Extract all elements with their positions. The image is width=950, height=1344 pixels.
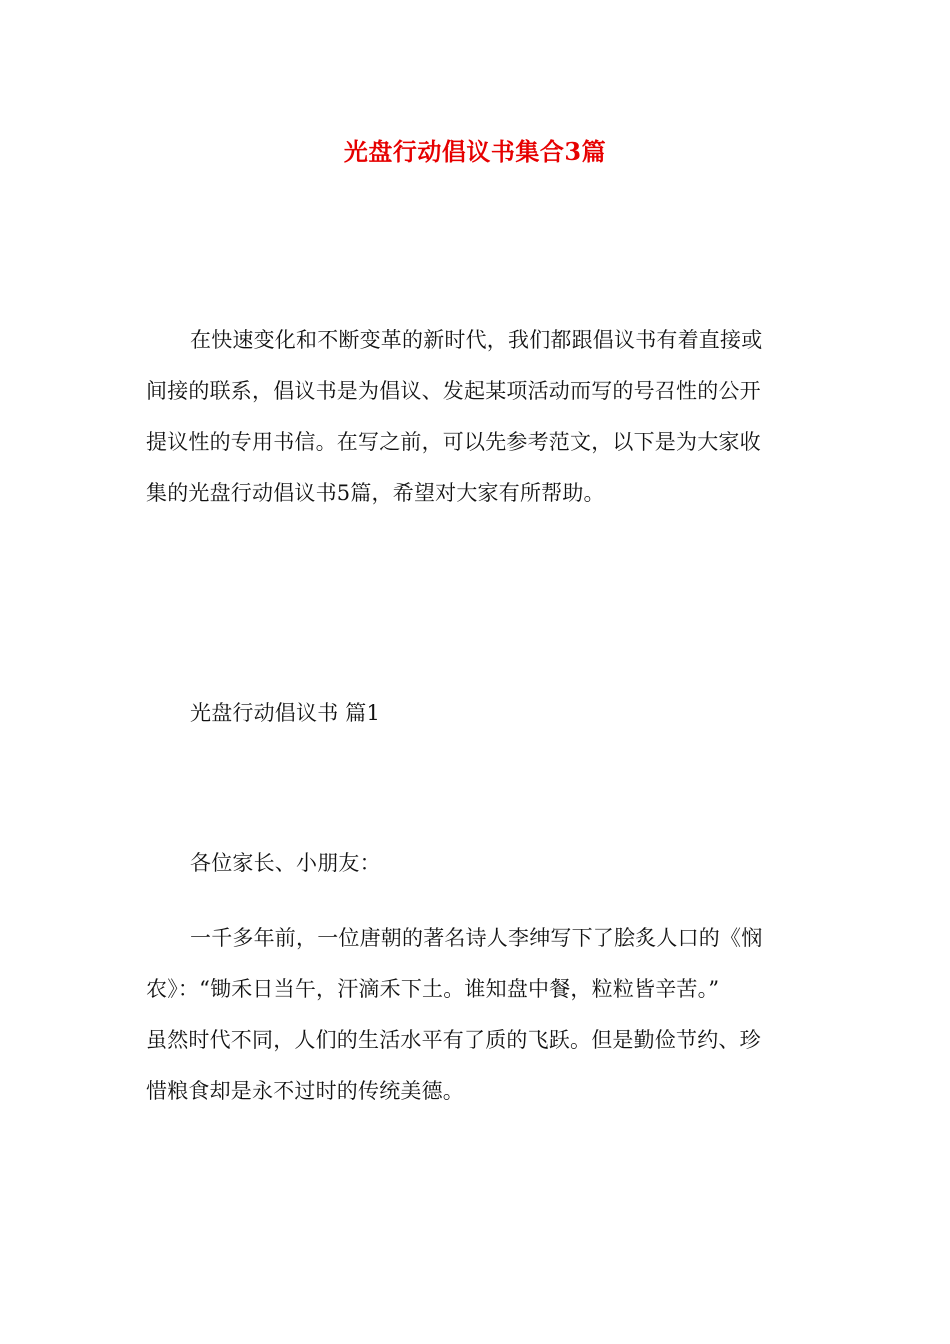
intro-line-1: 在快速变化和不断变革的新时代，我们都跟倡议书有着直接或	[190, 328, 763, 352]
intro-paragraph	[146, 315, 810, 519]
body-line-4: 惜粮食却是永不过时的传统美德。	[146, 1079, 464, 1103]
greeting-paragraph	[146, 838, 810, 889]
intro-line-2: 间接的联系，倡议书是为倡议、发起某项活动而写的号召性的公开	[146, 379, 761, 403]
body-line-2: 农》：“锄禾日当午，汗滴禾下土。谁知盘中餐，粒粒皆辛苦。”	[146, 977, 720, 1001]
body-line-1: 一千多年前，一位唐朝的著名诗人李绅写下了脍炙人口的《悯	[190, 926, 763, 950]
body-line-3: 虽然时代不同，人们的生活水平有了质的飞跃。但是勤俭节约、珍	[146, 1028, 761, 1052]
document-title: 光盘行动倡议书集合3篇	[343, 137, 607, 166]
greeting-text: 各位家长、小朋友：	[190, 851, 381, 875]
section-heading	[146, 688, 810, 739]
intro-line-3: 提议性的专用书信。在写之前，可以先参考范文，以下是为大家收	[146, 430, 761, 454]
body-paragraph	[146, 913, 810, 1117]
intro-line-4: 集的光盘行动倡议书5篇，希望对大家有所帮助。	[146, 481, 605, 505]
section-heading-text: 光盘行动倡议书 篇1	[190, 701, 381, 725]
